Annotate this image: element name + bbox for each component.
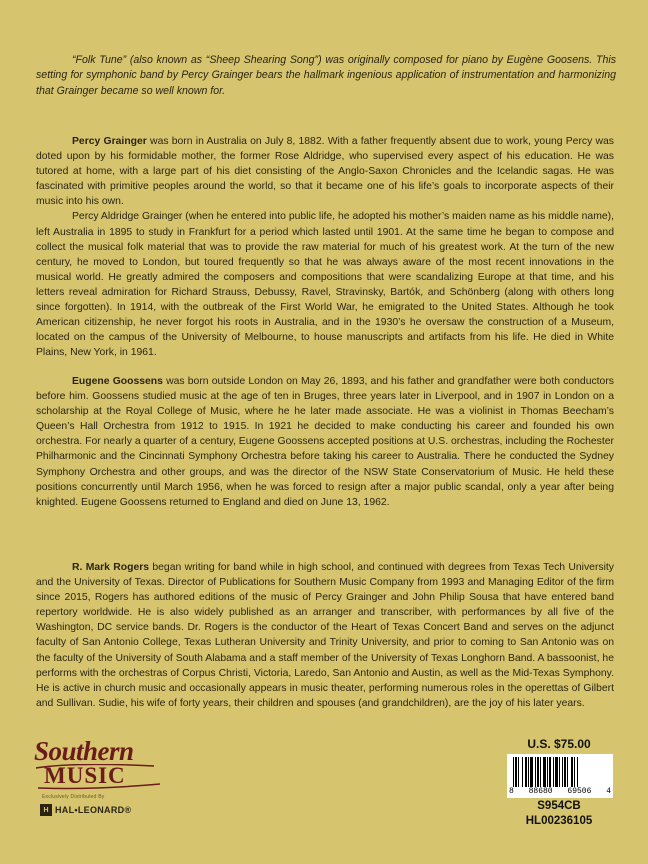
barcode-bar xyxy=(555,757,558,787)
barcode-bar xyxy=(571,757,573,787)
barcode-bar xyxy=(543,757,546,787)
bio-name-goossens: Eugene Goossens xyxy=(72,376,163,387)
bio-grainger-text-1: was born in Australia on July 8, 1882. With a father frequently absent due to work, young Percy was doted upon by his formidable mother, the former Rose Aldridge, who supervised every aspect of his education. He was tutored at home, with a large part of his diet consisting of the Anglo-Saxon Chronicles and the Icelandic sagas. He was fascinated with primitive peoples around the world, so that it became one of his life’s goals to incorporate aspects of their music into his own. xyxy=(36,136,614,208)
barcode-bar xyxy=(559,757,560,787)
barcode-digits xyxy=(507,787,613,796)
barcode-bar xyxy=(513,757,514,787)
logo-music: MUSIC xyxy=(44,763,126,788)
hal-leonard-mark-icon: H xyxy=(40,804,52,816)
bio-goossens xyxy=(36,374,614,510)
bio-grainger-paragraph-2: Percy Aldridge Grainger (when he entered into public life, he adopted his mother’s maiden name as his middle name), left Australia in 1895 to study in Frankfurt for a period which lasted until 1901. At the same time he began to compose and collect the musical folk material that was to provide the raw material for much of his greatest work. At the turn of the new century, he moved to London, but toured frequently so that he was always aware of the most recent innovations in the musical world. He greatly admired the composers and compositions that were scandalizing Europe at that time, and his letters reveal admiration for Richard Strauss, Debussy, Ravel, Stravinsky, Bartók, and Schönberg (along with others long since forgotten). In 1914, with the outbreak of the First World War, he emigrated to the United States. Although he took American citizenship, he never forgot his roots in Australia, and in the 1930’s he oversaw the construction of a Museum, located on the campus of the University of Melbourne, to house manuscripts and artifacts from his life. He died in White Plains, New York, in 1961. xyxy=(36,211,614,359)
bio-goossens-paragraph xyxy=(36,374,614,510)
bio-grainger-paragraph-1 xyxy=(36,134,614,209)
bio-name-grainger: Percy Grainger xyxy=(72,136,147,147)
bio-rogers xyxy=(36,560,614,711)
bio-rogers-text: began writing for band while in high school, and continued with degrees from Texas Tech University and the University of Texas. Director of Publications for Southern Music Company from 1993 and Managing Editor of the firm since 2015, Rogers has authored editions of the music of Percy Grainger and John Philip Sousa that have entered band repertory worldwide. He is also widely published as an arranger and transcriber, with performances by all five of the Washington, DC service bands. Dr. Rogers is the conductor of the Heart of Texas Concert Band and serves on the adjunct faculty of San Antonio College, Texas Lutheran University and Trinity University, and prior to coming to San Antonio was on the faculty of the University of South Alabama and a staff member of the University of Texas Longhorn Band. A bassoonist, he performs with the orchestras of Corpus Christi, Victoria, Laredo, San Antonio and Austin, as well as the Mid-Texas Symphony. He is active in church music and occasionally appears in music theater, performing numerous roles in the operettas of Gilbert and Sullivan. Sudie, his wife of forty years, their children and spouses (and grandchildren), are the joy of his later years. xyxy=(36,562,614,709)
barcode-bar xyxy=(574,757,575,787)
catalog-number: S954CB xyxy=(537,800,581,812)
bio-rogers-paragraph xyxy=(36,560,614,711)
bio-name-rogers: R. Mark Rogers xyxy=(72,562,150,573)
bio-goossens-text: was born outside London on May 26, 1893, and his father and grandfather were both conductors before him. Goossens studied music at the age of ten in Bruges, three years later in Liverpool, and in 1907 in London on a scholarship at the Royal College of Music, where he he later made associate. He was a violinist in Thomas Beecham’s Queen’s Hall Orchestra from 1912 to 1915. In 1921 he decided to make conducting his career and founded his own orchestra. For nearly a quarter of a century, Eugene Goossens accepted positions at U.S. orchestras, including the Rochester Philharmonic and the Cincinnati Symphony Orchestra before taking his career to Australia. There he conducted the Sydney Symphony Orchestra and other groups, and was the director of the NSW State Conservatorium of Music. He held these positions concurrently until March 1956, when he was forced to resign after a major public scandal, only a year after being knighted. Eugene Goossens returned to England and died on June 13, 1962. xyxy=(36,376,614,508)
barcode-bar xyxy=(528,757,529,787)
item-code: HL00236105 xyxy=(525,815,593,827)
barcode-bars-icon xyxy=(513,757,607,787)
barcode-digit-group: 4 xyxy=(606,787,611,796)
barcode-bar xyxy=(522,757,523,787)
barcode-bar xyxy=(564,757,566,787)
barcode-bar xyxy=(515,757,517,787)
barcode-bar xyxy=(537,757,539,787)
hal-leonard-logo xyxy=(40,804,131,816)
southern-music-logo xyxy=(34,736,174,826)
barcode-digit-group: 88680 xyxy=(528,787,553,796)
barcode-bar xyxy=(535,757,536,787)
barcode-bar xyxy=(518,757,519,787)
barcode-bar xyxy=(549,757,551,787)
barcode-bar xyxy=(567,757,568,787)
barcode-bar xyxy=(540,757,541,787)
distributor-note: Exclusively Distributed By xyxy=(42,794,105,800)
price-label: U.S. $75.00 xyxy=(527,737,591,751)
barcode-digit-group: 69506 xyxy=(567,787,592,796)
barcode-bar xyxy=(553,757,554,787)
barcode-bar xyxy=(562,757,563,787)
barcode-bar xyxy=(525,757,527,787)
barcode-digit-group: 8 xyxy=(509,787,514,796)
logo-southern: Southern xyxy=(34,736,134,766)
barcode-bar xyxy=(547,757,548,787)
barcode xyxy=(507,754,613,798)
intro-paragraph: “Folk Tune” (also known as “Sheep Shearing Song”) was originally composed for piano by Eugène Goosens. This setting for symphonic band by Percy Grainger bears the hallmark ingenious application of instrumentation and harmonizing that Grainger became so well known for. xyxy=(36,54,616,97)
hal-leonard-text: HAL•LEONARD® xyxy=(55,805,132,815)
barcode-bar xyxy=(577,757,578,787)
barcode-bar xyxy=(530,757,533,787)
bio-grainger xyxy=(36,134,614,360)
